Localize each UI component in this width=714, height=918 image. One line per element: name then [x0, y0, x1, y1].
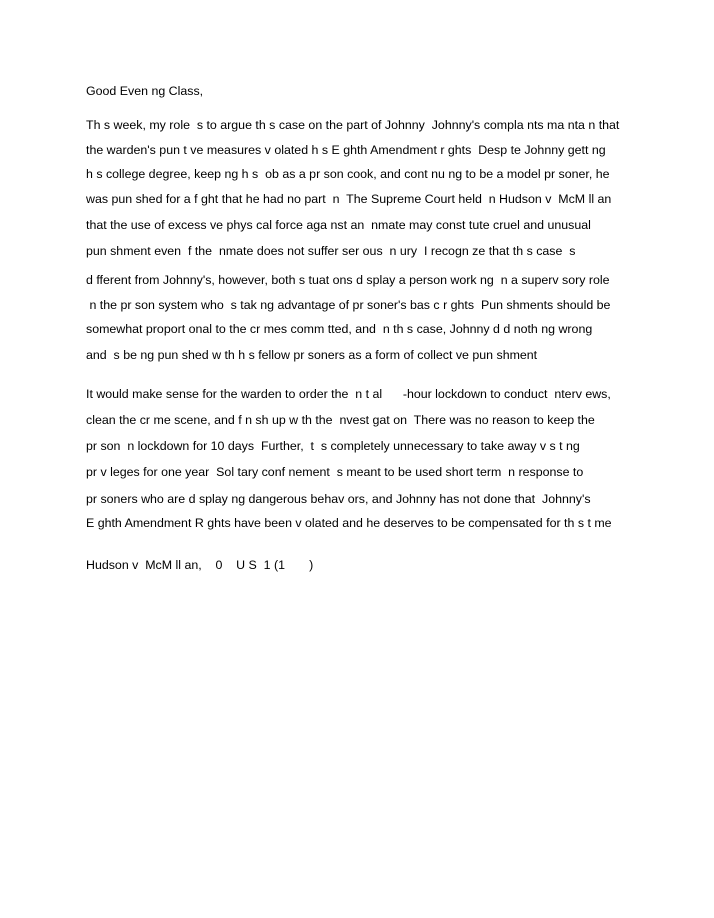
paragraph-1-line-5: that the use of excess ve phys cal force aga nst an nmate may const tute cruel and unusual	[86, 218, 591, 232]
paragraph-1-line-6: pun shment even f the nmate does not suffer ser ous n ury I recogn ze that th s case s	[86, 244, 576, 258]
paragraph-1-line-9: somewhat proport onal to the cr mes comm tted, and n th s case, Johnny d d noth ng wrong	[86, 322, 593, 336]
paragraph-1-line-1: Th s week, my role s to argue th s case on the part of Johnny Johnny's compla nts ma nta n that	[86, 118, 620, 132]
paragraph-1-line-4: was pun shed for a f ght that he had no part n The Supreme Court held n Hudson v McM ll an	[86, 192, 612, 206]
greeting-line: Good Even ng Class,	[86, 84, 204, 98]
paragraph-2-line-3: pr son n lockdown for 10 days Further, t s completely unnecessary to take away v s t ng	[86, 439, 580, 453]
paragraph-2-line-2: clean the cr me scene, and f n sh up w th the nvest gat on There was no reason to keep the	[86, 413, 595, 427]
paragraph-1-line-8: n the pr son system who s tak ng advantage of pr soner's bas c r ghts Pun shments should be	[86, 298, 611, 312]
paragraph-1-line-10: and s be ng pun shed w th h s fellow pr soners as a form of collect ve pun shment	[86, 348, 538, 362]
paragraph-1-line-3: h s college degree, keep ng h s ob as a pr son cook, and cont nu ng to be a model pr soner, he	[86, 167, 610, 181]
citation-line: Hudson v McM ll an, 0 U S 1 (1 )	[86, 558, 314, 572]
paragraph-1-line-2: the warden's pun t ve measures v olated h s E ghth Amendment r ghts Desp te Johnny gett ng	[86, 143, 606, 157]
paragraph-2-line-4: pr v leges for one year Sol tary conf nement s meant to be used short term n response to	[86, 465, 584, 479]
paragraph-2-line-6: E ghth Amendment R ghts have been v olated and he deserves to be compensated for th s t me	[86, 516, 612, 530]
paragraph-2-line-1: It would make sense for the warden to order the n t al -hour lockdown to conduct nterv ews,	[86, 387, 611, 401]
paragraph-1-line-7: d fferent from Johnny's, however, both s tuat ons d splay a person work ng n a superv sory role	[86, 273, 610, 287]
paragraph-2-line-5: pr soners who are d splay ng dangerous behav ors, and Johnny has not done that Johnny's	[86, 492, 591, 506]
